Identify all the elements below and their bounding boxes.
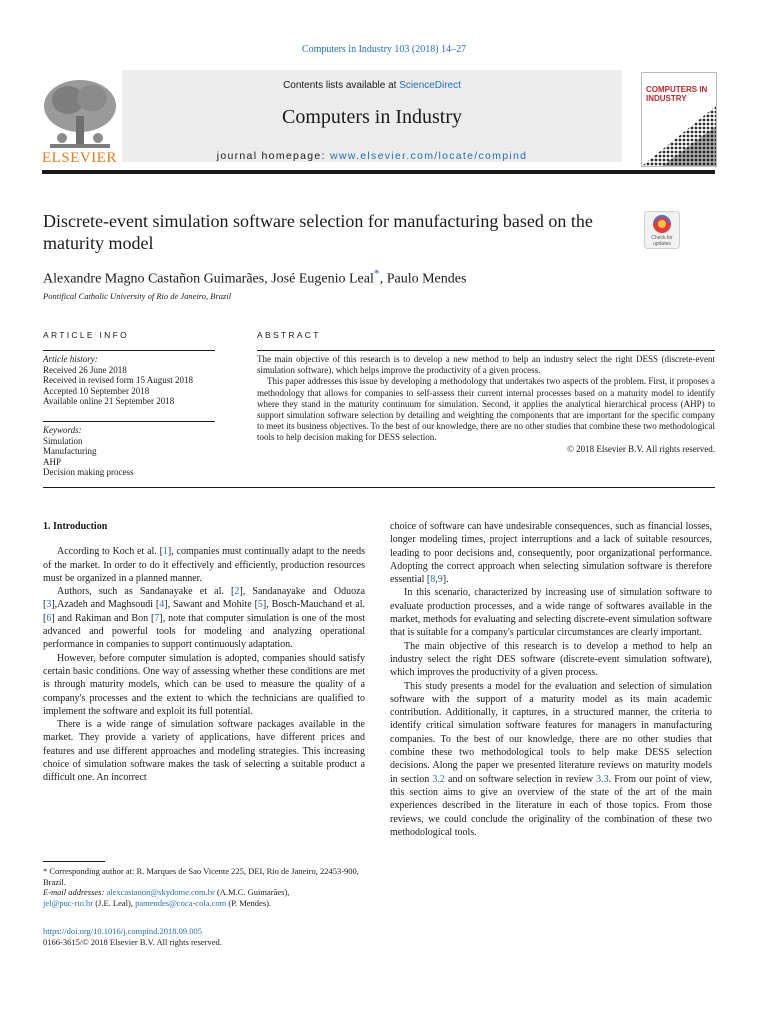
doi-link[interactable]: https://doi.org/10.1016/j.compind.2018.09.005: [43, 926, 202, 936]
publisher-name: ELSEVIER: [42, 150, 117, 166]
reference-link[interactable]: 6: [46, 612, 52, 624]
article-info-rule: [43, 350, 215, 351]
journal-title: Computers in Industry: [282, 106, 462, 128]
body-paragraph: choice of software can have undesirable consequences, such as financial losses, longer modeling times, project interruptions and a lack of suitable resources, leading to poor decisions and, consequently, poor organizational performance. Adopting the correct approach when selecting simulation software is therefore essential [8,9].: [390, 521, 712, 586]
check-for-updates-label: Check for updates: [651, 235, 673, 247]
corresponding-author-note: * Corresponding author at: R. Marques de Sao Vicente 225, DEI, Rio de Janeiro, 22453-900, Brazil.: [43, 866, 359, 887]
body-paragraph: The main objective of this research is to develop a method to help an industry select the right DES software (discrete-event simulation software), which improves the productivity of a given process.: [390, 640, 712, 679]
affiliation: Pontifical Catholic University of Rio de Janeiro, Brazil: [43, 291, 232, 301]
author-list: Alexandre Magno Castañon Guimarães, José Eugenio Leal*, Paulo Mendes: [43, 267, 467, 287]
body-paragraph: According to Koch et al. [1], companies must continually adapt to the needs of the market. In order to do it effectively and efficiently, production resources must be organized in a planned manner.: [43, 546, 365, 584]
email-link[interactable]: pamendes@coca-cola.com: [135, 897, 227, 908]
abstract-heading: ABSTRACT: [257, 330, 321, 340]
history-divider: [43, 421, 215, 422]
reference-link[interactable]: 5: [257, 599, 263, 611]
abstract-paragraph: The main objective of this research is to develop a new method to help an industry select the right DESS (discrete-event simulation software), which helps improve the productivity of a given process.: [257, 354, 715, 376]
body-column-left: [43, 520, 365, 785]
keyword-item: Decision making process: [43, 467, 134, 477]
body-paragraph: However, before computer simulation is adopted, companies should satisfy certain basic conditions. One way of assessing whether these conditions are met is through maturity models, which can be used to measure the quality of a company's processes and the extent to which the technicians are qualified to implement the software and exploit its full potential.: [43, 652, 365, 717]
history-accepted: Accepted 10 September 2018: [43, 385, 150, 396]
email-addresses: E-mail addresses: alexcastanon@skydome.com.br (A.M.C. Guimarães), jel@puc-rio.br (J.E. Leal), pamendes@coca-cola.com (P. Mendes).: [43, 887, 290, 908]
footnotes: [43, 866, 369, 908]
section-link[interactable]: 3.3: [596, 773, 609, 785]
doi-block: [43, 926, 222, 948]
abstract-rule: [257, 350, 715, 351]
reference-link[interactable]: 2: [234, 586, 240, 598]
journal-cover-thumbnail[interactable]: [641, 72, 717, 167]
article-history: [43, 354, 215, 407]
keywords-label: Keywords:: [43, 425, 82, 435]
body-paragraph: Authors, such as Sandanayake et al. [2], Sandanayake and Oduoza [3],Azadeh and Maghsoudi [4], Sawant and Mohite [5], Bosch-Mauchand et al. [6] and Rakiman and Bon [7], note that computer simulation is one of the most advanced and powerful tools for modeling and analyzing operational performance in companies to support continuously adaptation.: [43, 586, 366, 651]
header-rule: [42, 170, 715, 174]
article-info-heading: ARTICLE INFO: [43, 330, 130, 340]
body-paragraph: There is a wide range of simulation software packages available in the market. They provide a variety of applications, have different prices and features and use different approaches and modeling strategies. This increasing choice of simulation software makes the task of selecting a suitable product a difficult one. An incorrect: [43, 719, 365, 784]
body-paragraph: This study presents a model for the evaluation and selection of simulation software with the support of a maturity model as its main academic contribution. Additionally, it captures, in a structured manner, the criteria to identify critical simulation software features for managers in manufacturing companies. To the best of our knowledge, there are no other studies that combine these two methodological tools to help make DESS selection decisions. Along the paper we presented literature reviews on maturity models in section 3.2 and on software selection in review 3.3. From our point of view, this section aims to give an overview of the state of the art of the main experiences described in the literature in each of those topics. From those reviews, we could conclude the originality of the combination of these two methodological tools.: [390, 680, 712, 838]
journal-citation[interactable]: [0, 44, 768, 55]
history-received: Received 26 June 2018: [43, 364, 127, 375]
keywords: [43, 425, 215, 478]
reference-link[interactable]: 3: [46, 599, 52, 611]
body-paragraph: In this scenario, characterized by increasing use of simulation software to evaluate production processes, and a wide range of softwares available in the market, methods for evaluating and selecting discrete-event simulation software that is suitable for a company's particular circumstances are clearly important.: [390, 587, 712, 639]
reference-link[interactable]: 1: [162, 546, 168, 558]
email-link[interactable]: jel@puc-rio.br: [43, 897, 94, 908]
sciencedirect-link[interactable]: ScienceDirect: [399, 80, 461, 91]
issn-copyright: 0166-3615/© 2018 Elsevier B.V. All rights reserved.: [43, 937, 222, 947]
email-link[interactable]: alexcastanon@skydome.com.br: [106, 887, 215, 897]
reference-link[interactable]: 7: [154, 612, 160, 624]
corresponding-author-mark[interactable]: *: [373, 267, 380, 280]
homepage-link[interactable]: www.elsevier.com/locate/compind: [330, 150, 528, 162]
section-heading: 1. Introduction: [43, 521, 108, 532]
history-revised: Received in revised form 15 August 2018: [43, 375, 193, 385]
reference-link[interactable]: 4: [159, 599, 165, 611]
abstract-copyright: © 2018 Elsevier B.V. All rights reserved.: [567, 443, 715, 454]
abstract-body: [257, 354, 715, 455]
history-label: Article history:: [43, 354, 98, 364]
history-online: Available online 21 September 2018: [43, 396, 175, 406]
article-title: Discrete-event simulation software selection for manufacturing based on the maturity model: [43, 211, 593, 253]
journal-homepage: journal homepage: www.elsevier.com/locate/compind: [216, 150, 528, 162]
keyword-item: Simulation: [43, 435, 83, 446]
keyword-item: AHP: [43, 456, 62, 467]
section-link[interactable]: 3.2: [432, 773, 445, 785]
contents-line: Contents lists available at ScienceDirect: [283, 80, 461, 91]
cover-pattern-icon: [642, 106, 716, 166]
abstract-paragraph: This paper addresses this issue by developing a methodology that undertakes two aspects of the problem. First, it proposes a methodology that allows for companies to self-assess their current internal processes based on a maturity model to identify where they stand in the maturity continuum for simulation. Second, it applies the analytical hierarchical process (AHP) to support simulation software selection by detailing and weighting the components that are important for the specific company to meet its business objectives. To the best of our knowledge, there are no other studies that combine these two methodological tools to help decision making for DESS selection.: [257, 376, 715, 443]
cover-title: COMPUTERS IN INDUSTRY: [646, 85, 708, 103]
body-column-right: [390, 520, 712, 839]
keyword-item: Manufacturing: [43, 446, 97, 456]
citation-link[interactable]: Computers in Industry 103 (2018) 14–27: [301, 44, 467, 55]
reference-link[interactable]: 9: [437, 574, 443, 586]
abstract-bottom-rule: [43, 487, 715, 488]
reference-link[interactable]: 8: [430, 574, 436, 586]
footnote-rule: [43, 861, 105, 862]
